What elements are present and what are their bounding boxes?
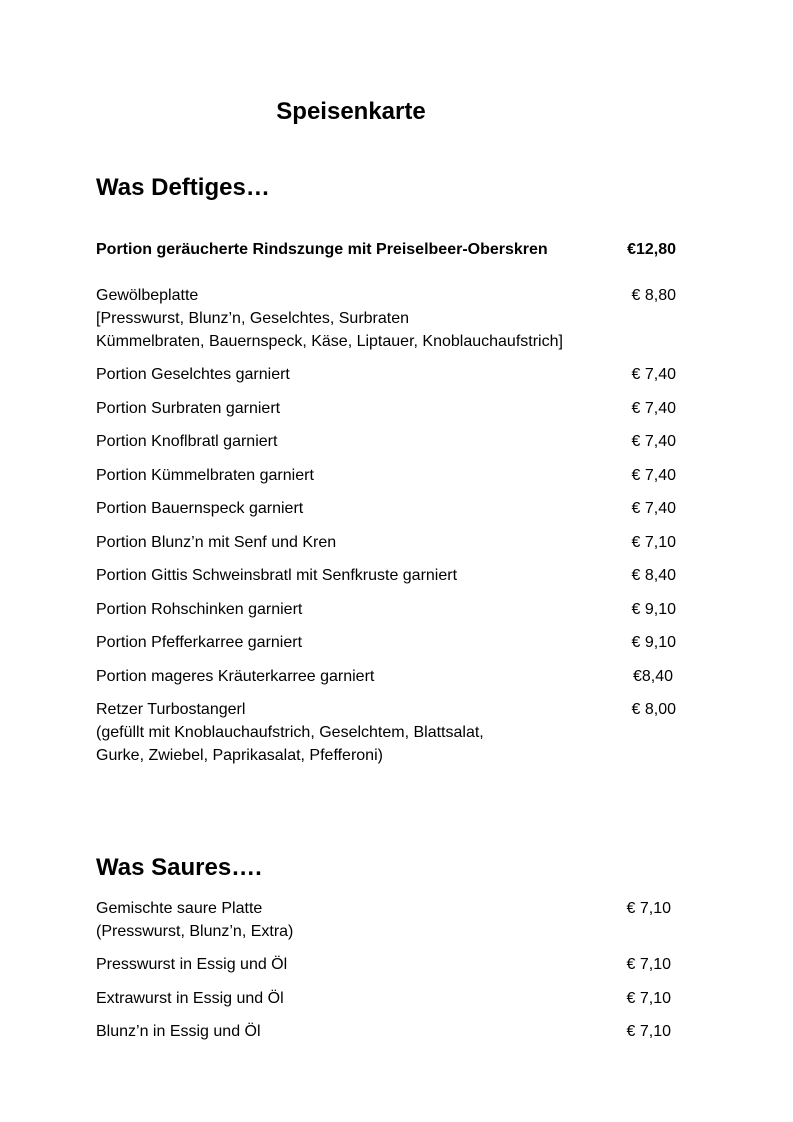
menu-item xyxy=(96,665,676,688)
menu-item xyxy=(96,631,676,654)
menu-item-name: Portion Knoflbratl garniert xyxy=(96,433,278,450)
menu-item-description: Gurke, Zwiebel, Paprikasalat, Pfefferoni) xyxy=(96,747,383,764)
menu-item-price: € 7,40 xyxy=(631,433,676,450)
menu-item-price: € 7,40 xyxy=(631,366,676,383)
menu-item-name: Extrawurst in Essig und Öl xyxy=(96,990,284,1007)
menu-item-description: (gefüllt mit Knoblauchaufstrich, Geselchtem, Blattsalat, xyxy=(96,724,484,741)
section-heading-deftiges: Was Deftiges… xyxy=(96,174,270,201)
menu-item-price: € 7,10 xyxy=(626,1023,671,1040)
menu-item-name: Gemischte saure Platte xyxy=(96,900,263,917)
menu-item xyxy=(96,238,676,261)
page-title: Speisenkarte xyxy=(276,98,426,125)
menu-item-price: €8,40 xyxy=(632,668,673,685)
section-heading-saures: Was Saures…. xyxy=(96,854,262,881)
menu-item-name: Gewölbeplatte xyxy=(96,287,199,304)
menu-item-price: € 7,40 xyxy=(631,467,676,484)
menu-item-price: € 9,10 xyxy=(631,601,676,618)
menu-item xyxy=(96,564,676,587)
menu-item xyxy=(96,284,676,353)
menu-item xyxy=(96,1020,671,1043)
menu-item-description: Kümmelbraten, Bauernspeck, Käse, Liptauer, Knoblauchaufstrich] xyxy=(96,333,563,350)
menu-item xyxy=(96,430,676,453)
menu-item-name: Portion Geselchtes garniert xyxy=(96,366,290,383)
menu-item-price: € 7,10 xyxy=(626,956,671,973)
menu-item-name: Portion Blunz’n mit Senf und Kren xyxy=(96,534,337,551)
menu-item xyxy=(96,464,676,487)
menu-item-price: € 8,80 xyxy=(631,287,676,304)
menu-item-price: € 7,40 xyxy=(631,500,676,517)
menu-item-name: Portion Surbraten garniert xyxy=(96,400,281,417)
menu-item-price: € 7,10 xyxy=(626,990,671,1007)
menu-item xyxy=(96,531,676,554)
menu-item-price: € 7,10 xyxy=(631,534,676,551)
menu-item-price: € 9,10 xyxy=(631,634,676,651)
menu-item xyxy=(96,397,676,420)
menu-item-name: Blunz’n in Essig und Öl xyxy=(96,1023,261,1040)
menu-item-price: € 8,40 xyxy=(631,567,676,584)
menu-item xyxy=(96,698,676,767)
menu-item-name: Portion Rohschinken garniert xyxy=(96,601,303,618)
menu-item-name: Presswurst in Essig und Öl xyxy=(96,956,288,973)
menu-item-description: [Presswurst, Blunz’n, Geselchtes, Surbraten xyxy=(96,310,410,327)
menu-item xyxy=(96,953,671,976)
menu-item xyxy=(96,363,676,386)
menu-item-price: €12,80 xyxy=(627,241,676,258)
menu-item-name: Portion Bauernspeck garniert xyxy=(96,500,304,517)
menu-item-name: Portion Kümmelbraten garniert xyxy=(96,467,314,484)
menu-item-price: € 7,10 xyxy=(626,900,671,917)
menu-item-name: Portion Pfefferkarree garniert xyxy=(96,634,303,651)
menu-item xyxy=(96,598,676,621)
menu-item xyxy=(96,897,671,943)
menu-item-name: Portion mageres Kräuterkarree garniert xyxy=(96,668,375,685)
menu-item-name: Portion Gittis Schweinsbratl mit Senfkruste garniert xyxy=(96,567,458,584)
menu-item xyxy=(96,497,676,520)
menu-item-name: Retzer Turbostangerl xyxy=(96,701,246,718)
menu-item xyxy=(96,987,671,1010)
menu-item-description: (Presswurst, Blunz’n, Extra) xyxy=(96,923,294,940)
menu-item-name: Portion geräucherte Rindszunge mit Preiselbeer-Oberskren xyxy=(96,241,548,258)
menu-item-price: € 7,40 xyxy=(631,400,676,417)
menu-item-price: € 8,00 xyxy=(631,701,676,718)
